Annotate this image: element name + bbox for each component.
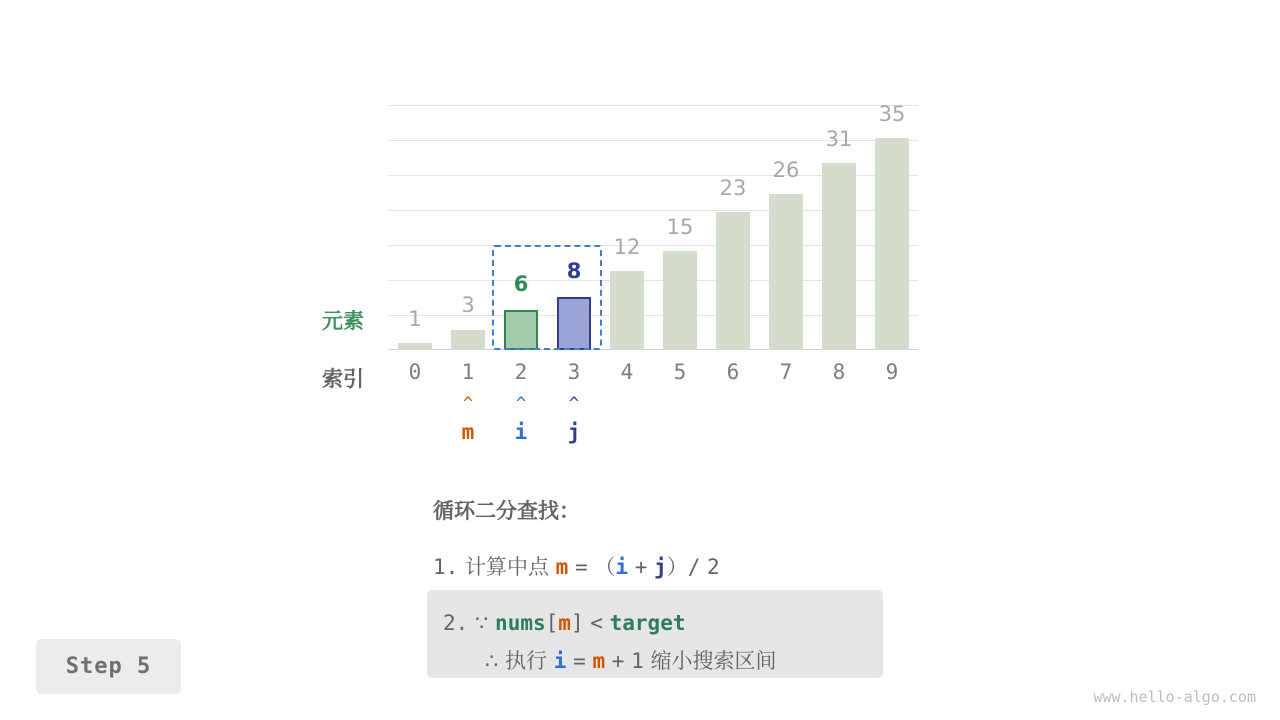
bar-value-2: 6 bbox=[513, 272, 529, 296]
pointer-j-label: j bbox=[567, 420, 581, 444]
bar-value-3: 8 bbox=[566, 259, 582, 283]
bar-9 bbox=[875, 138, 909, 350]
pointer-j bbox=[554, 396, 594, 444]
step2-nums: nums bbox=[495, 611, 546, 635]
bar-chart bbox=[389, 102, 918, 350]
step1-var-j: j bbox=[654, 555, 667, 579]
caption-title: 循环二分查找： bbox=[433, 499, 580, 523]
watermark: www.hello-algo.com bbox=[1093, 688, 1256, 706]
index-0: 0 bbox=[408, 360, 422, 384]
bar-5 bbox=[663, 251, 697, 350]
bar-value-6: 23 bbox=[719, 176, 747, 200]
row-label-index: 索引 bbox=[322, 367, 364, 391]
bar-value-0: 1 bbox=[408, 307, 422, 331]
index-row bbox=[389, 360, 918, 392]
index-7: 7 bbox=[779, 360, 793, 384]
step2-number: 2. bbox=[443, 611, 469, 635]
step2-line-2 bbox=[443, 642, 903, 680]
pointer-m bbox=[448, 396, 488, 444]
bar-8 bbox=[822, 163, 856, 350]
step2-var-m2: m bbox=[592, 649, 606, 673]
bar-value-9: 35 bbox=[878, 102, 906, 126]
caption-step-2 bbox=[443, 604, 903, 680]
index-8: 8 bbox=[832, 360, 846, 384]
index-5: 5 bbox=[673, 360, 687, 384]
caption-block bbox=[433, 495, 953, 581]
step1-number: 1. bbox=[433, 555, 459, 579]
step1-plus: + bbox=[634, 555, 648, 579]
bar-4 bbox=[610, 271, 644, 350]
bar-value-1: 3 bbox=[461, 293, 475, 317]
step1-var-i: i bbox=[615, 555, 629, 579]
step1-div: / bbox=[687, 555, 701, 579]
step1-paren-open: （ bbox=[594, 555, 616, 579]
step2-lt: < bbox=[590, 611, 603, 635]
index-9: 9 bbox=[885, 360, 899, 384]
step1-text: 计算中点 bbox=[464, 555, 549, 579]
step2-target: target bbox=[609, 611, 686, 635]
step2-therefore: ∴ bbox=[485, 649, 499, 673]
step1-two: 2 bbox=[707, 555, 720, 579]
step2-tail: 缩小搜索区间 bbox=[650, 649, 777, 673]
caption-step-1 bbox=[433, 551, 953, 581]
step2-var-m: m bbox=[558, 611, 571, 635]
step2-plus: + bbox=[611, 649, 625, 673]
pointer-j-caret: ^ bbox=[568, 394, 580, 414]
bar-value-5: 15 bbox=[666, 215, 694, 239]
bar-7 bbox=[769, 194, 803, 350]
bar-0 bbox=[398, 343, 432, 350]
step2-because: ∵ bbox=[474, 611, 489, 635]
step2-bracket-open: [ bbox=[545, 611, 559, 635]
bar-value-8: 31 bbox=[825, 127, 853, 151]
bar-6 bbox=[716, 212, 750, 350]
step1-var-m: m bbox=[555, 555, 569, 579]
index-6: 6 bbox=[726, 360, 740, 384]
step2-var-i: i bbox=[553, 649, 567, 673]
step1-paren-close: ） bbox=[666, 555, 688, 579]
index-2: 2 bbox=[514, 360, 528, 384]
index-3: 3 bbox=[567, 360, 581, 384]
pointer-i-caret: ^ bbox=[515, 394, 527, 414]
step1-eq: = bbox=[575, 555, 588, 579]
step-badge: Step 5 bbox=[36, 639, 181, 694]
bar-value-4: 12 bbox=[613, 235, 641, 259]
pointer-m-label: m bbox=[461, 420, 475, 444]
gridline bbox=[389, 105, 918, 106]
row-label-element: 元素 bbox=[322, 309, 364, 333]
step2-one: 1 bbox=[631, 649, 644, 673]
pointer-i-label: i bbox=[514, 420, 528, 444]
step2-eq: = bbox=[573, 649, 586, 673]
bar-1 bbox=[451, 330, 485, 350]
pointer-m-caret: ^ bbox=[462, 394, 474, 414]
step2-bracket-close: ] bbox=[570, 611, 584, 635]
step2-line-1 bbox=[443, 604, 903, 642]
pointer-i bbox=[501, 396, 541, 444]
index-4: 4 bbox=[620, 360, 634, 384]
bar-value-7: 26 bbox=[772, 158, 800, 182]
index-1: 1 bbox=[461, 360, 475, 384]
step2-exec: 执行 bbox=[505, 649, 548, 673]
